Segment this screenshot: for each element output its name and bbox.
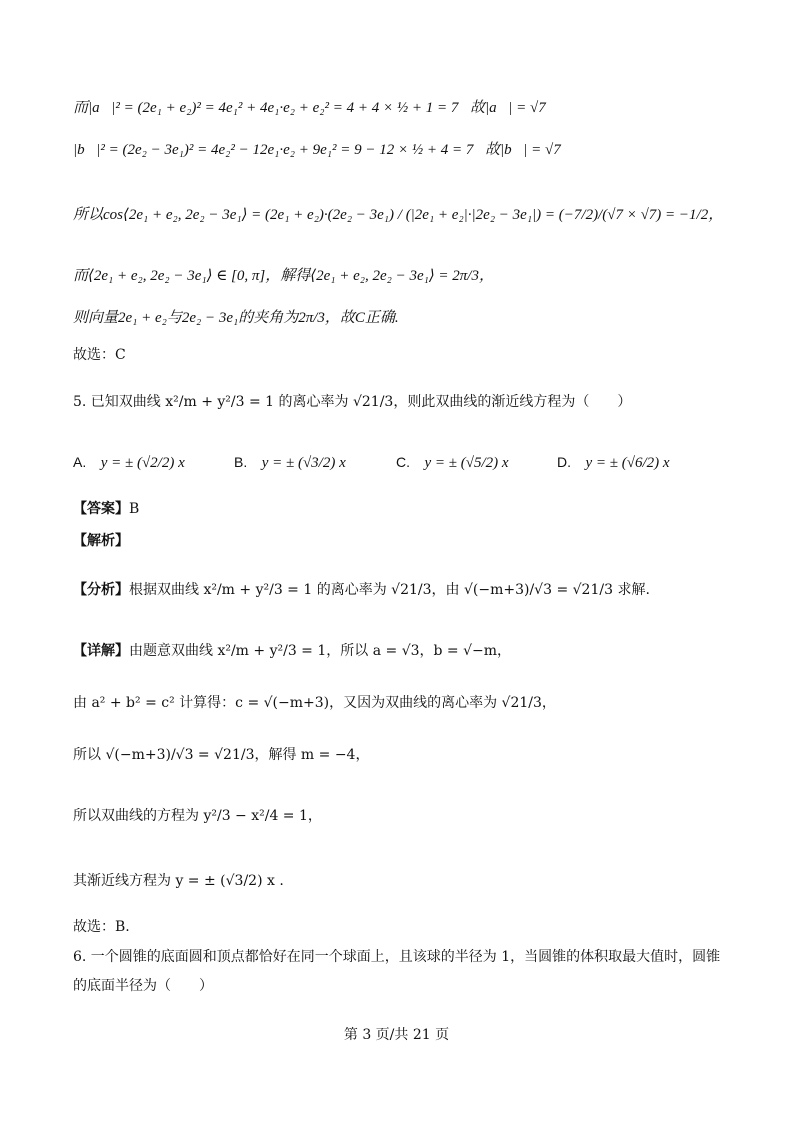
equation-line-4: 而⟨2e₁ + e₂, 2e₂ − 3e₁⟩ ∈ [0, π]，解得⟨2e₁ + e₂, 2e₂ − 3e₁⟩ = 2π/3， xyxy=(73,268,494,284)
option-d-expr: y = ± (√6/2) x xyxy=(585,455,670,471)
step-5-answer: 故选：B. xyxy=(73,919,130,935)
step-1: 由 a² + b² = c² 计算得：c = √(−m+3)，又因为双曲线的离心率为 √21/3， xyxy=(73,695,556,711)
question-5: 5. 已知双曲线 x²/m + y²/3 = 1 的离心率为 √21/3，则此双曲线的渐近线方程为（ ） xyxy=(73,394,632,410)
analysis-heading: 【解析】 xyxy=(73,533,129,549)
detail-intro xyxy=(73,641,511,661)
option-c-label: C. xyxy=(396,454,410,470)
equation-line-5: 则向量2e₁ + e₂与2e₂ − 3e₁的夹角为2π/3，故C正确. xyxy=(73,310,399,326)
equation-line-1: 而|a⃗|² = (2e₁ + e₂)² = 4e₁² + 4e₁·e₂ + e₂² = 4 + 4 × ½ + 1 = 7，故|a⃗| = √7， xyxy=(73,100,558,116)
option-a-label: A. xyxy=(73,454,87,470)
option-d-label: D. xyxy=(557,454,571,470)
detail-text: 由题意双曲线 x²/m + y²/3 = 1，所以 a = √3，b = √−m， xyxy=(129,643,512,659)
step-4: 其渐近线方程为 y = ± (√3/2) x . xyxy=(73,873,284,889)
option-b-label: B. xyxy=(234,454,248,470)
option-b xyxy=(234,454,346,472)
question-6-line-1: 6. 一个圆锥的底面圆和顶点都恰好在同一个球面上，且该球的半径为 1，当圆锥的体积取最大值时，圆锥 xyxy=(73,949,721,965)
option-a-expr: y = ± (√2/2) x xyxy=(100,455,185,471)
detail-label: 【详解】 xyxy=(73,643,129,659)
answer-choice-c: 故选：C xyxy=(73,347,126,363)
answer-label: 【答案】 xyxy=(73,501,129,517)
answer-row xyxy=(73,499,139,519)
option-b-expr: y = ± (√3/2) x xyxy=(261,455,346,471)
page-footer: 第 3 页/共 21 页 xyxy=(343,1027,450,1043)
option-c-expr: y = ± (√5/2) x xyxy=(424,455,509,471)
option-c xyxy=(396,454,509,472)
question-6-line-2: 的底面半径为（ ） xyxy=(73,978,213,994)
analysis-summary-text: 根据双曲线 x²/m + y²/3 = 1 的离心率为 √21/3，由 √(−m+3)/√3 = √21/3 求解. xyxy=(129,582,650,598)
option-a xyxy=(73,454,185,472)
step-3: 所以双曲线的方程为 y²/3 − x²/4 = 1， xyxy=(73,808,322,824)
analysis-summary-label: 【分析】 xyxy=(73,582,129,598)
option-d xyxy=(557,454,670,472)
answer-value: B xyxy=(129,501,140,517)
equation-line-2: |b⃗|² = (2e₂ − 3e₁)² = 4e₂² − 12e₁·e₂ + 9e₁² = 9 − 12 × ½ + 4 = 7，故|b⃗| = √7， xyxy=(73,142,573,158)
equation-line-3: 所以cos⟨2e₁ + e₂, 2e₂ − 3e₁⟩ = (2e₁ + e₂)·(2e₂ − 3e₁) / (|2e₁ + e₂|·|2e₂ − 3e₁|) = (−7/2)/(√7 × √7) = −1/2， xyxy=(73,207,724,223)
analysis-summary xyxy=(73,580,650,600)
step-2: 所以 √(−m+3)/√3 = √21/3，解得 m = −4， xyxy=(73,747,370,763)
